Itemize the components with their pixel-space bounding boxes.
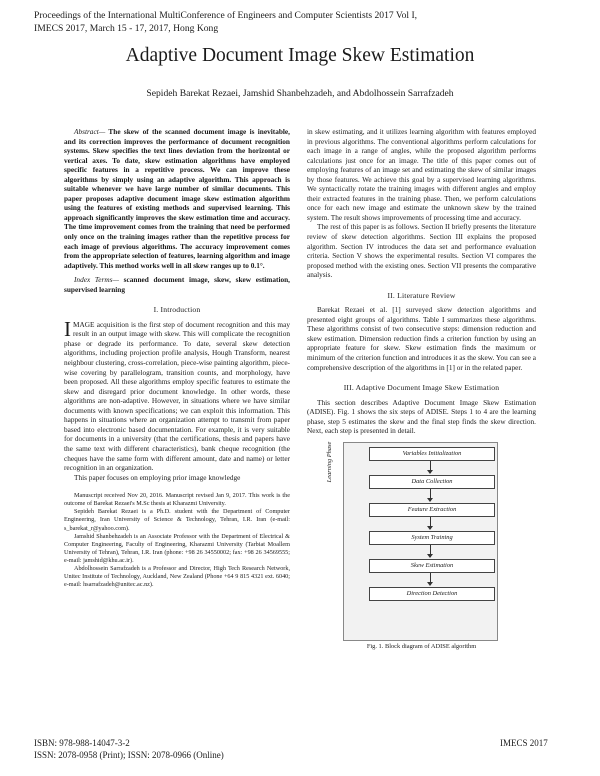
- intro-paragraph-1-text: MAGE acquisition is the first step of document recognition and this may result in an output image with skew. This will complicate the recognition phase or degrade its performance. To date, several skew detection algorithms, including projection profile analysis, Hough Transform, nearest neighbour clustering, cross-correlation, piece-wise painting algorithm, piece-wise covering by parallelogram, transition counts, and morphology, have been proposed. All these algorithms employ specific features to estimate the skew and disregard prior document knowledge. In other words, these algorithms are non-adaptive. However, in situations where we have similar documents with known specifications; we can exploit this information. This happens in situations where an organization attempt to transmit from paper based into electronic based documentation. For example, it is very suitable for documents in a university (that the certifications, thesis and papers have the same text with different characteristics), bank cheque recognition (the cheques have the same form with different amount, date and name) or letter recognition in an organization.: [64, 319, 290, 473]
- section-heading-literature-review: II. Literature Review: [387, 290, 456, 300]
- intro-paragraph-2: This paper focuses on employing prior image knowledge: [74, 472, 241, 482]
- page-footer-left: [34, 738, 224, 761]
- section-heading-introduction: I. Introduction: [153, 305, 201, 315]
- abstract: [64, 127, 290, 270]
- arrow-icon: [430, 489, 431, 501]
- header-line-1: Proceedings of the International MultiConference of Engineers and Computer Scientists 2017 Vol I,: [34, 10, 418, 21]
- abstract-label: Abstract—: [74, 127, 106, 136]
- paper-organization-paragraph: The rest of this paper is as follows. Section II briefly presents the literature review of skew detection algorithms. Section III explains the proposed algorithm. Section IV introduces the data set and performance evaluation criteria. Section V shows the experimental results. Section VI compares the proposed method with the existing ones. Section VII presents the comparative analysis.: [307, 222, 536, 280]
- arrow-icon: [430, 573, 431, 585]
- figure-1-block-diagram: [307, 442, 536, 652]
- adise-paragraph: This section describes Adaptive Document Image Skew Estimation (ADISE). Fig. 1 shows the six steps of ADISE. Steps 1 to 4 are the learning phase, step 5 estimates the skew and the final step finds the skew direction. Next, each step is presented in detail.: [307, 397, 536, 436]
- header-line-2: IMECS 2017, March 15 - 17, 2017, Hong Kong: [34, 22, 219, 34]
- drop-cap: I: [64, 316, 71, 341]
- index-terms: [64, 275, 290, 294]
- intro-continued-paragraph: in skew estimating, and it utilizes learning algorithm with features employed in previous algorithms. The conventional algorithms perform calculations for each image in a range of angles, while the proposed algorithm performs calculations just once for an image. The title of this paper comes out of employing features of an image set and estimating the skew of similar images by those features. We achieve this goal by a supervised learning algorithms. We syntactically rotate the training images with different angles and employ their extracted features in the training phase. Then, we perform calculations once for each new image and estimate the unknown skew by the trained system. The result shows improvements of processing time and accuracy.: [307, 127, 536, 222]
- step-variables-initialization: Variables Initialization: [369, 447, 495, 461]
- arrow-icon: [430, 461, 431, 473]
- step-feature-extraction: Feature Extraction: [369, 503, 495, 517]
- index-terms-label: Index Terms—: [74, 275, 119, 285]
- right-column: [307, 127, 536, 652]
- isbn: ISBN: 978-988-14047-3-2: [34, 738, 130, 748]
- footnote-author-3: Abdolhossein Sarrafzadeh is a Professor and Director, High Tech Research Network, Unitec Institute of Technology, Auckland, New Zealand (Phone +64 9 815 4321 ext. 6040; e-mail: hsarrafzadeh@unitec.ac.nz).: [64, 564, 290, 589]
- step-data-collection: Data Collection: [369, 475, 495, 489]
- author-list: Sepideh Barekat Rezaei, Jamshid Shanbehzadeh, and Abdolhossein Sarrafzadeh: [146, 88, 454, 99]
- footnotes: [64, 492, 290, 589]
- abstract-text: The skew of the scanned document image is inevitable, and its correction improves the performance of document recognition systems. Skew specifies the text lines deviation from the horizontal or vertical axes. To date, skew estimation algorithms have employed specific features in a repetitive process. We can improve these algorithms by simply using an adaptive algorithm. This approach is suitable whenever we have large number of similar documents. This paper proposes adaptive document image skew estimation algorithm using the features of existing methods and supervised learning. This approach significantly improves the skew estimation time and accuracy. The time improvement comes from the training that need be performed only once on the training images rather than the repetitive process for each image of previous algorithms. The accuracy improvement comes from the appropriate selection of features, learning algorithm and image adaptively. This method works well in all skew ranges up to 0.1°.: [64, 127, 290, 270]
- step-system-training: System Training: [369, 531, 495, 545]
- intro-paragraph-1: [64, 316, 290, 473]
- section-heading-adise: III. Adaptive Document Image Skew Estimation: [343, 383, 500, 393]
- issn: ISSN: 2078-0958 (Print); ISSN: 2078-0966 (Online): [34, 749, 224, 760]
- step-skew-estimation: Skew Estimation: [369, 559, 495, 573]
- paper-title: Adaptive Document Image Skew Estimation: [125, 45, 475, 66]
- footnote-author-2: Jamshid Shanbehzadeh is an Associate Professor with the Department of Electrical & Computer Engineering, Faculty of Engineering, Kharazmi University (Tarbiat Moallem University of Tehran), Tehran, I.R. Iran (phone: +98 26 34550002; fax: +98 26 34569555; e-mail: jamshid@khu.ac.ir).: [64, 532, 290, 564]
- footnote-manuscript: Manuscript received Nov 20, 2016. Manuscript revised Jan 9, 2017. This work is the outcome of Barekat Rezaei's M.Sc thesis at Kharazmi University.: [64, 492, 290, 508]
- page-footer-right: IMECS 2017: [500, 738, 548, 748]
- step-direction-detection: Direction Detection: [369, 587, 495, 601]
- figure-caption: Fig. 1. Block diagram of ADISE algorithm: [366, 642, 477, 650]
- literature-review-paragraph: Barekat Rezaei et al. [1] surveyed skew detection algorithms and presented eight groups of algorithms. Table I summarizes these algorithms. These algorithms consist of two consecutive steps: dimension reduction and skew estimation. Dimension reduction finds a criterion function by using an appropriate feature for skew. Skew estimation finds the maximum or minimum of the criterion function and introduces it as the skew. You can see a comprehensive description of the algorithms in [1] or in the related paper.: [307, 305, 536, 372]
- running-header: [34, 10, 417, 35]
- index-terms-text: scanned document image, skew, skew estimation, supervised learning: [64, 275, 291, 294]
- learning-phase-label: Learning Phase: [326, 441, 333, 483]
- footnote-author-1: Sepideh Barekat Rezaei is a Ph.D. student with the Department of Computer Engineering, Iran University of Science & Technology, Tehran, I.R. Iran (e-mail: s_barekat_r@yahoo.com).: [64, 508, 290, 532]
- arrow-icon: [430, 517, 431, 529]
- arrow-icon: [430, 545, 431, 557]
- left-column: [64, 127, 290, 589]
